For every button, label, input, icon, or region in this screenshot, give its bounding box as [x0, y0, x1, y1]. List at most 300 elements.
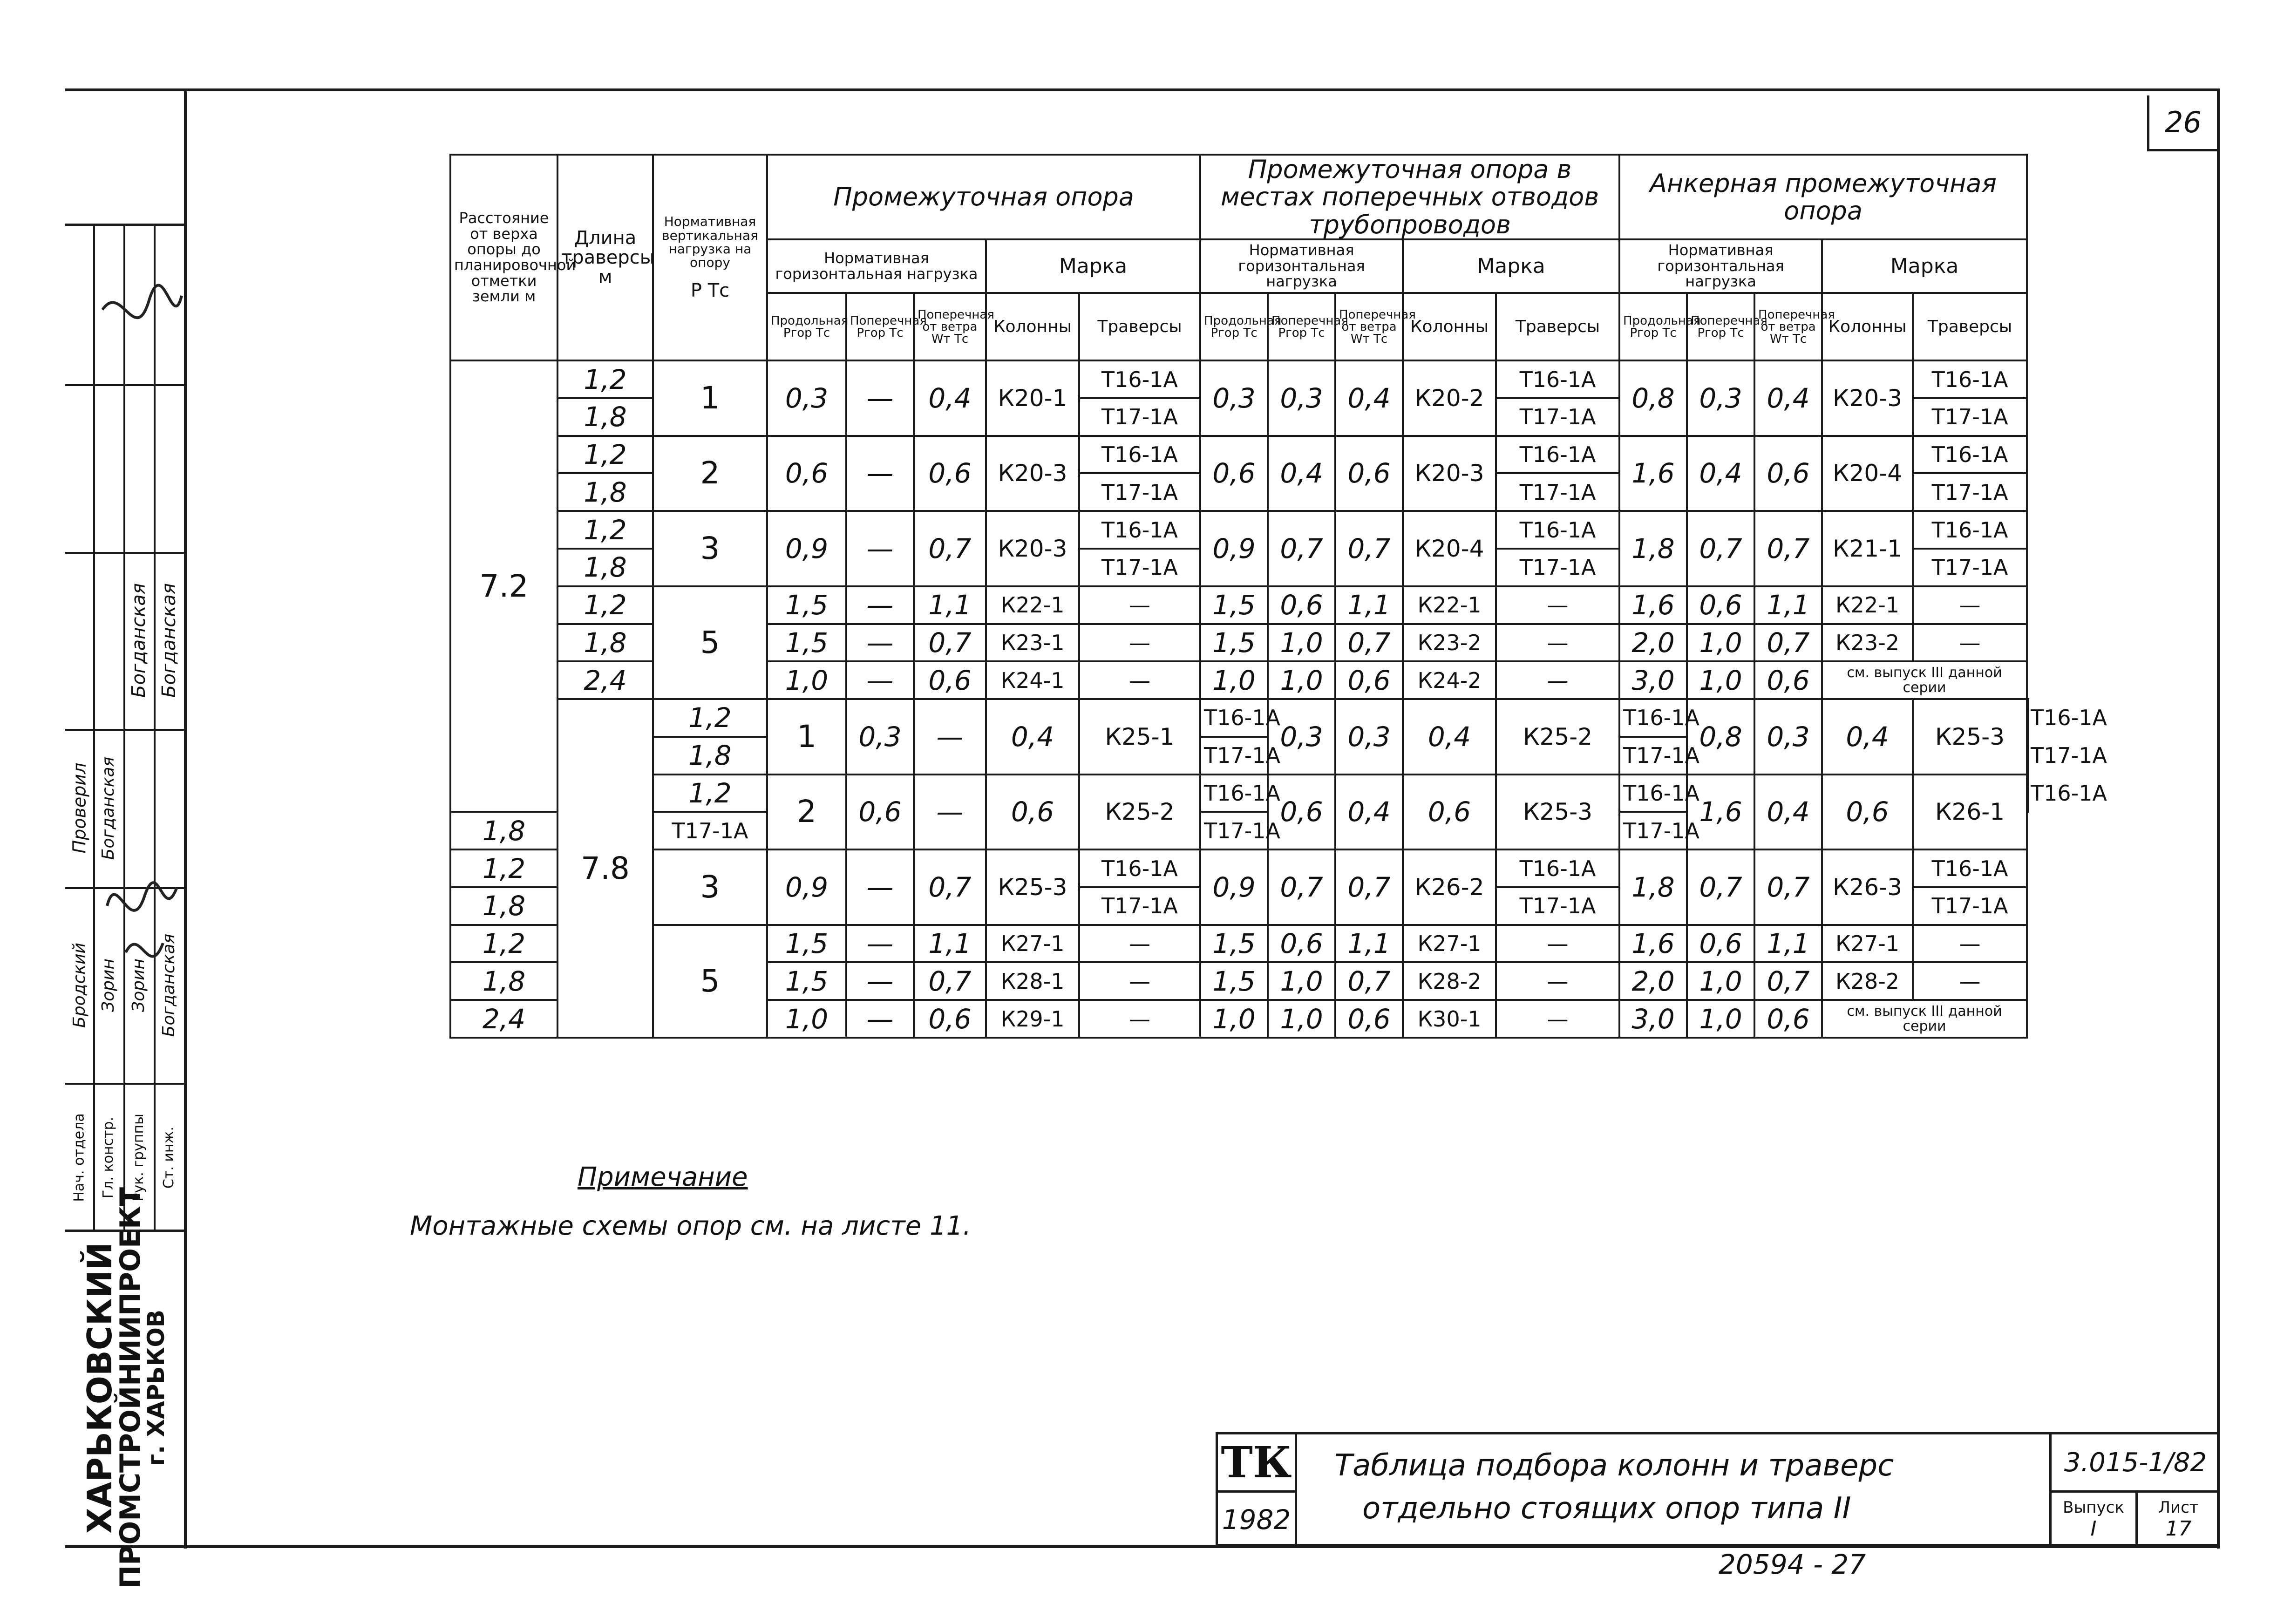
head-vertical-load [653, 155, 767, 360]
g2-traverse-mark: Т17-1А [1496, 398, 1619, 436]
bottom-number: 20594 - 27 [1719, 1549, 1866, 1580]
g2-longitudinal-value: 0,9 [1200, 849, 1268, 925]
g1-traverse-mark: — [1079, 1000, 1200, 1038]
g1-transverse-value: — [846, 624, 914, 662]
g2-traverse-mark: Т17-1А [1496, 887, 1619, 925]
g2-traverse-mark: — [1496, 1000, 1619, 1038]
g1-column-mark: К22-1 [986, 586, 1079, 624]
g2-transverse-value: 0,7 [1268, 511, 1335, 586]
g1-column-mark: К25-1 [1079, 699, 1200, 775]
traverse-length: 1,8 [653, 737, 767, 775]
selection-table-grid [449, 154, 2107, 1039]
g2-longitudinal-value: 1,5 [1200, 962, 1268, 1000]
g1-wind-value: 0,7 [914, 624, 986, 662]
g2-column-mark: К30-1 [1403, 1000, 1496, 1038]
g3-traverse-mark: — [1913, 962, 2027, 1000]
g2-transverse-value: 0,4 [1335, 775, 1403, 850]
g3-traverse-mark: Т17-1А [1913, 473, 2027, 511]
issue-value: I [2090, 1517, 2097, 1541]
stamp-upper-name-2: Богданская [158, 583, 180, 698]
table-row [450, 775, 2028, 812]
g2-transverse-value: 1,0 [1268, 661, 1335, 699]
g3-column-mark: К27-1 [1822, 925, 1913, 963]
g3-longitudinal-value: 0,8 [1619, 360, 1687, 436]
g1-column-mark: К29-1 [986, 1000, 1079, 1038]
sheet-label: Лист [2158, 1498, 2199, 1517]
g3-longitudinal-value: 3,0 [1619, 1000, 1687, 1038]
g2-traverse-mark: Т17-1А [1200, 812, 1268, 849]
title-line-2: отдельно стоящих опор типа II [1362, 1491, 1851, 1526]
g3-wind-value: 0,6 [1822, 775, 1913, 850]
g2-wind-value: 0,7 [1335, 849, 1403, 925]
year-cell [1218, 1493, 1297, 1546]
g2-traverse-mark: Т16-1А [1619, 699, 1687, 737]
g1-wind-value: 0,4 [986, 699, 1079, 775]
g2-wind-value: 0,6 [1335, 436, 1403, 511]
org-line-2: ПРОМСТРОЙНИИПРОЕКТ [114, 1187, 147, 1589]
g1-wind-value: 1,1 [914, 925, 986, 963]
g2-longitudinal-value: 0,3 [1200, 360, 1268, 436]
g2-column-mark: К22-1 [1403, 586, 1496, 624]
head-g2-wind: Поперечная от ветра Wт Тс [1335, 293, 1403, 360]
title-block [1216, 1432, 2219, 1546]
g2-transverse-value: 0,3 [1335, 699, 1403, 775]
issue-label: Выпуск [2063, 1498, 2124, 1517]
g3-wind-value: 0,7 [1754, 962, 1822, 1000]
g3-transverse-value: 1,0 [1687, 1000, 1754, 1038]
traverse-length: 2,4 [557, 661, 653, 699]
stamp-name-2: Зорин [99, 958, 118, 1012]
g3-transverse-value: 0,4 [1754, 775, 1822, 850]
g3-see-issue-note: см. выпуск III данной серии [1822, 661, 2027, 699]
traverse-length: 1,8 [450, 887, 557, 925]
g3-column-mark: К28-2 [1822, 962, 1913, 1000]
g3-transverse-value: 1,0 [1687, 661, 1754, 699]
g3-column-mark: К21-1 [1822, 511, 1913, 586]
g3-longitudinal-value: 3,0 [1619, 661, 1687, 699]
g2-longitudinal-value: 1,5 [1200, 624, 1268, 662]
g3-transverse-value: 0,6 [1687, 586, 1754, 624]
g2-column-mark: К24-2 [1403, 661, 1496, 699]
g3-wind-value: 0,7 [1754, 849, 1822, 925]
head-g3-longitudinal: Продольная Pгор Тс [1619, 293, 1687, 360]
g1-longitudinal-value: 0,3 [767, 360, 846, 436]
left-stamp [65, 224, 185, 1232]
g1-traverse-mark: Т16-1А [1079, 436, 1200, 474]
sheet-cell [2138, 1493, 2219, 1546]
g2-column-mark: К20-3 [1403, 436, 1496, 511]
g3-column-mark: К26-1 [1913, 775, 2027, 850]
stamp-role-2: Гл. констр. [100, 1116, 116, 1198]
g3-traverse-mark: Т17-1А [1619, 812, 1687, 849]
g1-longitudinal-value: 1,0 [767, 1000, 846, 1038]
g2-traverse-mark: Т16-1А [1496, 849, 1619, 887]
g2-transverse-value: 1,0 [1268, 962, 1335, 1000]
vertical-load-value: 5 [653, 925, 767, 1038]
year: 1982 [1222, 1503, 1291, 1536]
g1-transverse-value: — [846, 360, 914, 436]
g1-transverse-value: — [846, 661, 914, 699]
g2-traverse-mark: — [1496, 586, 1619, 624]
g1-column-mark: К20-3 [986, 511, 1079, 586]
g1-traverse-mark: — [1079, 661, 1200, 699]
g2-wind-value: 0,7 [1335, 624, 1403, 662]
g2-traverse-mark: Т16-1А [1619, 775, 1687, 812]
g1-transverse-value: — [846, 962, 914, 1000]
g1-longitudinal-value: 1,5 [767, 586, 846, 624]
g3-wind-value: 0,6 [1754, 436, 1822, 511]
title-line-1: Таблица подбора колонн и траверс [1334, 1448, 1894, 1483]
table-row [450, 699, 2028, 737]
issue-cell [2049, 1493, 2138, 1546]
g3-column-mark: К20-3 [1822, 360, 1913, 436]
org-line-1: ХАРЬКОВСКИЙ [80, 1242, 120, 1534]
g3-longitudinal-value: 1,8 [1619, 849, 1687, 925]
g2-longitudinal-value: 0,9 [1200, 511, 1268, 586]
g1-column-mark: К23-1 [986, 624, 1079, 662]
head-g1-columns: Колонны [986, 293, 1079, 360]
g1-traverse-mark: Т16-1А [1079, 360, 1200, 398]
g1-traverse-mark: Т16-1А [1079, 511, 1200, 549]
g1-traverse-mark: — [1079, 962, 1200, 1000]
g1-transverse-value: — [846, 1000, 914, 1038]
code-cell [2049, 1434, 2219, 1493]
g3-transverse-value: 0,6 [1687, 925, 1754, 963]
table-row [450, 925, 2028, 963]
vertical-load-value: 3 [653, 849, 767, 925]
g3-transverse-value: 0,7 [1687, 511, 1754, 586]
g2-longitudinal-value: 0,6 [1268, 775, 1335, 850]
g2-transverse-value: 1,0 [1268, 1000, 1335, 1038]
g3-transverse-value: 1,0 [1687, 624, 1754, 662]
g2-wind-value: 1,1 [1335, 925, 1403, 963]
head-g1-wind: Поперечная от ветра Wт Тс [914, 293, 986, 360]
g3-longitudinal-value: 1,8 [1619, 511, 1687, 586]
g2-traverse-mark: Т16-1А [1496, 436, 1619, 474]
g3-wind-value: 1,1 [1754, 586, 1822, 624]
g2-traverse-mark: Т17-1А [1496, 473, 1619, 511]
head-g2-mark: Марка [1403, 239, 1619, 293]
g2-wind-value: 0,4 [1335, 360, 1403, 436]
g1-longitudinal-value: 0,6 [846, 775, 914, 850]
section-distance: 7.2 [450, 360, 557, 812]
g2-column-mark: К20-2 [1403, 360, 1496, 436]
sheet-corner-number: 26 [2165, 105, 2202, 139]
traverse-length: 1,2 [450, 925, 557, 963]
g2-column-mark: К23-2 [1403, 624, 1496, 662]
g1-longitudinal-value: 0,9 [767, 849, 846, 925]
traverse-length: 1,2 [557, 511, 653, 549]
g1-column-mark: К25-2 [1079, 775, 1200, 850]
g1-wind-value: 0,6 [914, 1000, 986, 1038]
table-row [450, 436, 2028, 474]
g3-column-mark: К20-4 [1822, 436, 1913, 511]
g3-wind-value: 0,4 [1754, 360, 1822, 436]
g2-column-mark: К26-2 [1403, 849, 1496, 925]
g2-transverse-value: 0,4 [1268, 436, 1335, 511]
g2-traverse-mark: — [1496, 962, 1619, 1000]
g1-transverse-value: — [846, 436, 914, 511]
g1-wind-value: 0,4 [914, 360, 986, 436]
g1-traverse-mark: — [1079, 925, 1200, 963]
g2-column-mark: К27-1 [1403, 925, 1496, 963]
g2-column-mark: К28-2 [1403, 962, 1496, 1000]
head-p-unit: P Тс [690, 279, 730, 301]
g1-transverse-value: — [914, 699, 986, 775]
g3-traverse-mark: — [1913, 586, 2027, 624]
traverse-length: 1,2 [557, 586, 653, 624]
stamp-name-5: Богданская [99, 756, 118, 860]
g1-wind-value: 0,7 [914, 849, 986, 925]
g1-wind-value: 0,6 [914, 661, 986, 699]
table-row [450, 586, 2028, 624]
g1-column-mark: К20-1 [986, 360, 1079, 436]
g1-traverse-mark: Т17-1А [1079, 473, 1200, 511]
g2-longitudinal-value: 1,5 [1200, 586, 1268, 624]
tk-logo: ТК [1221, 1437, 1292, 1488]
vertical-load-value: 2 [653, 436, 767, 511]
traverse-length: 1,2 [653, 775, 767, 812]
header-row-1 [450, 155, 2028, 239]
head-g2-title: Промежуточная опора в местах поперечных отводов трубопроводов [1200, 155, 1619, 239]
head-length: Длина траверсы м [557, 155, 653, 360]
section-distance: 7.8 [557, 699, 653, 1038]
g2-longitudinal-value: 0,6 [1200, 436, 1268, 511]
g1-longitudinal-value: 1,0 [767, 661, 846, 699]
g2-wind-value: 0,6 [1335, 661, 1403, 699]
g2-wind-value: 0,6 [1403, 775, 1496, 850]
organization-name [80, 1187, 170, 1589]
selection-table [449, 154, 2107, 1039]
g2-longitudinal-value: 1,0 [1200, 1000, 1268, 1038]
head-g3-mark: Марка [1822, 239, 2027, 293]
traverse-length: 1,8 [557, 398, 653, 436]
g1-longitudinal-value: 0,3 [846, 699, 914, 775]
head-g3-title: Анкерная промежуточная опора [1619, 155, 2027, 239]
g3-longitudinal-value: 1,6 [1619, 586, 1687, 624]
note-title: Примечание [578, 1162, 748, 1192]
frame-right-line [2217, 88, 2220, 1549]
g3-transverse-value: 0,3 [1754, 699, 1822, 775]
traverse-length: 1,8 [450, 962, 557, 1000]
traverse-length: 1,8 [557, 473, 653, 511]
head-g1-transverse: Поперечная Pгор Тс [846, 293, 914, 360]
head-g1-mark: Марка [986, 239, 1200, 293]
g3-traverse-mark: Т17-1А [1913, 887, 2027, 925]
g1-wind-value: 0,6 [914, 436, 986, 511]
g2-transverse-value: 1,0 [1268, 624, 1335, 662]
g3-column-mark: К25-3 [1913, 699, 2027, 775]
g1-longitudinal-value: 0,9 [767, 511, 846, 586]
g2-wind-value: 0,7 [1335, 962, 1403, 1000]
g1-longitudinal-value: 1,5 [767, 624, 846, 662]
vertical-load-value: 3 [653, 511, 767, 586]
g2-wind-value: 0,7 [1335, 511, 1403, 586]
table-body [450, 360, 2107, 1038]
g3-traverse-mark: Т16-1А [1913, 511, 2027, 549]
g1-wind-value: 0,7 [914, 511, 986, 586]
traverse-length: 1,2 [653, 699, 767, 737]
g2-traverse-mark: Т17-1А [1619, 737, 1687, 775]
g2-wind-value: 1,1 [1335, 586, 1403, 624]
head-g2-transverse: Поперечная Pгор Тс [1268, 293, 1335, 360]
stamp-name-4: Богданская [159, 933, 179, 1037]
traverse-length: 1,2 [557, 360, 653, 398]
g1-longitudinal-value: 0,6 [767, 436, 846, 511]
g1-traverse-mark: Т16-1А [1200, 699, 1268, 737]
g2-wind-value: 0,6 [1335, 1000, 1403, 1038]
g2-longitudinal-value: 1,5 [1200, 925, 1268, 963]
document-code: 3.015-1/82 [2064, 1447, 2207, 1478]
g2-traverse-mark: — [1496, 925, 1619, 963]
g3-transverse-value: 0,3 [1687, 360, 1754, 436]
g2-transverse-value: 0,3 [1268, 360, 1335, 436]
g1-traverse-mark: Т17-1А [653, 812, 767, 849]
g2-transverse-value: 0,6 [1268, 586, 1335, 624]
stamp-upper-name-1: Богданская [128, 583, 150, 698]
g3-traverse-mark: Т16-1А [1913, 849, 2027, 887]
g3-longitudinal-value: 1,6 [1687, 775, 1754, 850]
g3-transverse-value: 1,0 [1687, 962, 1754, 1000]
stamp-name-3: Зорин [129, 958, 149, 1012]
sheet-value: 17 [2165, 1517, 2192, 1541]
traverse-length: 1,2 [557, 436, 653, 474]
head-distance: Расстояние от верха опоры до планировочной отметки земли м [450, 155, 557, 360]
stamp-name-1: Бродский [69, 942, 89, 1028]
g2-column-mark: К20-4 [1403, 511, 1496, 586]
table-row [450, 511, 2028, 549]
g2-traverse-mark: Т17-1А [1496, 549, 1619, 586]
g1-traverse-mark: Т17-1А [1200, 737, 1268, 775]
head-vertical-label: Нормативная вертикальная нагрузка на опору [662, 214, 758, 271]
g1-traverse-mark: Т17-1А [1079, 398, 1200, 436]
g2-column-mark: К25-2 [1496, 699, 1619, 775]
note-text: Монтажные схемы опор см. на листе 11. [410, 1211, 972, 1241]
g2-column-mark: К25-3 [1496, 775, 1619, 850]
head-g3-columns: Колонны [1822, 293, 1913, 360]
g3-transverse-value: 0,7 [1687, 849, 1754, 925]
g2-wind-value: 0,4 [1403, 699, 1496, 775]
g1-column-mark: К20-3 [986, 436, 1079, 511]
frame-top-line [65, 88, 2219, 91]
g3-longitudinal-value: 2,0 [1619, 624, 1687, 662]
stamp-role-4: Ст. инж. [161, 1126, 177, 1189]
g2-longitudinal-value: 0,3 [1268, 699, 1335, 775]
g2-traverse-mark: — [1496, 661, 1619, 699]
signature-marks [93, 226, 185, 1083]
g3-wind-value: 0,4 [1822, 699, 1913, 775]
head-g2-horizontal-load: Нормативная горизонтальная нагрузка [1200, 239, 1403, 293]
g3-transverse-value: 0,4 [1687, 436, 1754, 511]
g1-wind-value: 1,1 [914, 586, 986, 624]
stamp-role-1: Нач. отдела [71, 1113, 88, 1202]
traverse-length: 1,2 [450, 849, 557, 887]
g1-column-mark: К24-1 [986, 661, 1079, 699]
g3-longitudinal-value: 1,6 [1619, 436, 1687, 511]
org-line-3: г. ХАРЬКОВ [143, 1309, 170, 1467]
g3-wind-value: 0,6 [1754, 1000, 1822, 1038]
logo-cell [1218, 1434, 1297, 1493]
g1-traverse-mark: Т16-1А [1079, 849, 1200, 887]
g1-wind-value: 0,7 [914, 962, 986, 1000]
g2-transverse-value: 0,7 [1268, 849, 1335, 925]
g3-traverse-mark: Т16-1А [2027, 775, 2028, 812]
g1-transverse-value: — [846, 925, 914, 963]
g1-traverse-mark: Т17-1А [1079, 887, 1200, 925]
g3-traverse-mark: Т16-1А [1913, 360, 2027, 398]
g1-traverse-mark: Т16-1А [1200, 775, 1268, 812]
g3-longitudinal-value: 1,6 [1619, 925, 1687, 963]
stamp-role-5: Проверил [69, 762, 90, 854]
stamp-role-3: Рук. группы [130, 1113, 147, 1202]
g3-traverse-mark: — [1913, 925, 2027, 963]
g1-transverse-value: — [846, 511, 914, 586]
g1-wind-value: 0,6 [986, 775, 1079, 850]
g3-see-issue-note: см. выпуск III данной серии [1822, 1000, 2027, 1038]
g3-traverse-mark: Т17-1А [1913, 549, 2027, 586]
g1-transverse-value: — [914, 775, 986, 850]
g3-wind-value: 0,7 [1754, 624, 1822, 662]
g3-column-mark: К23-2 [1822, 624, 1913, 662]
g1-column-mark: К28-1 [986, 962, 1079, 1000]
head-g1-horizontal-load: Нормативная горизонтальная нагрузка [767, 239, 986, 293]
g1-longitudinal-value: 1,5 [767, 925, 846, 963]
head-g1-traverses: Траверсы [1079, 293, 1200, 360]
sheet-corner-box [2147, 95, 2217, 151]
g1-traverse-mark: Т17-1А [1079, 549, 1200, 586]
g3-longitudinal-value: 0,8 [1687, 699, 1754, 775]
g2-longitudinal-value: 1,0 [1200, 661, 1268, 699]
g3-wind-value: 1,1 [1754, 925, 1822, 963]
g2-traverse-mark: Т16-1А [1496, 360, 1619, 398]
stamp-role-5-cell [65, 729, 93, 887]
head-g3-wind: Поперечная от ветра Wт Тс [1754, 293, 1822, 360]
head-g3-horizontal-load: Нормативная горизонтальная нагрузка [1619, 239, 1822, 293]
head-g1-title: Промежуточная опора [767, 155, 1200, 239]
g3-traverse-mark: Т17-1А [1913, 398, 2027, 436]
head-g2-traverses: Траверсы [1496, 293, 1619, 360]
organization-block [65, 1187, 185, 1589]
traverse-length: 1,8 [450, 812, 557, 849]
g3-traverse-mark: — [1913, 624, 2027, 662]
g1-column-mark: К25-3 [986, 849, 1079, 925]
g1-transverse-value: — [846, 586, 914, 624]
table-row [450, 360, 2028, 398]
vertical-load-value: 1 [767, 699, 846, 775]
g1-traverse-mark: — [1079, 624, 1200, 662]
g3-traverse-mark: Т17-1А [2027, 737, 2028, 775]
g3-column-mark: К22-1 [1822, 586, 1913, 624]
traverse-length: 2,4 [450, 1000, 557, 1038]
g1-column-mark: К27-1 [986, 925, 1079, 963]
g3-wind-value: 0,6 [1754, 661, 1822, 699]
head-g2-columns: Колонны [1403, 293, 1496, 360]
g2-traverse-mark: Т16-1А [1496, 511, 1619, 549]
g3-traverse-mark: Т16-1А [1913, 436, 2027, 474]
head-g3-traverses: Траверсы [1913, 293, 2027, 360]
vertical-load-value: 1 [653, 360, 767, 436]
g3-longitudinal-value: 2,0 [1619, 962, 1687, 1000]
g1-longitudinal-value: 1,5 [767, 962, 846, 1000]
title-text [1334, 1448, 2024, 1526]
stamp-names-cell-1 [65, 887, 93, 1083]
g3-traverse-mark: Т16-1А [2027, 699, 2028, 737]
head-g3-transverse: Поперечная Pгор Тс [1687, 293, 1754, 360]
g1-transverse-value: — [846, 849, 914, 925]
g3-wind-value: 0,7 [1754, 511, 1822, 586]
g3-column-mark: К26-3 [1822, 849, 1913, 925]
table-row [450, 849, 2028, 887]
